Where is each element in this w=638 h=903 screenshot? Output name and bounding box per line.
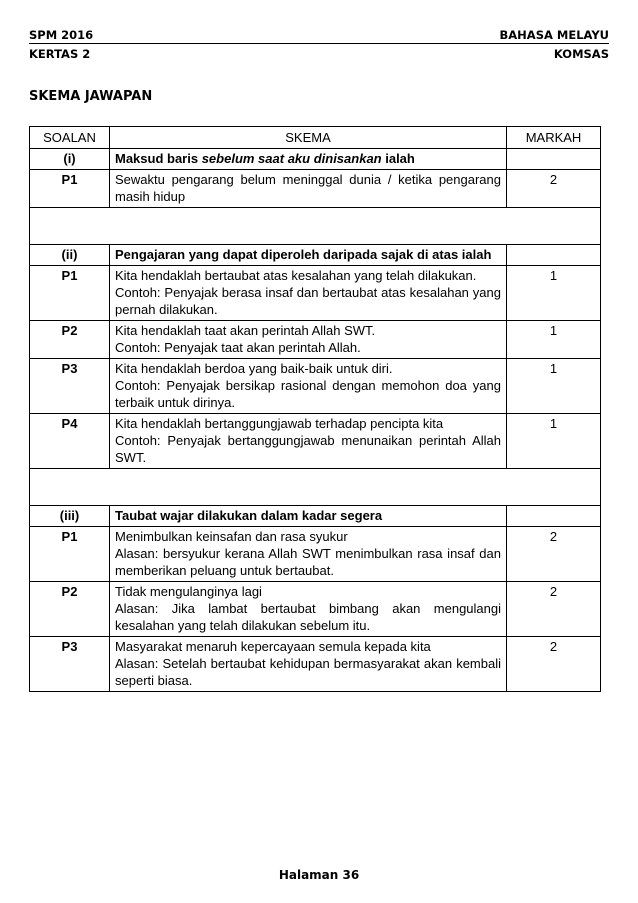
scheme-text (110, 245, 507, 266)
header-top-row (29, 28, 609, 42)
point-row (30, 266, 601, 321)
question-number: (iii) (30, 506, 110, 527)
page-title: SKEMA JAWAPAN (29, 89, 153, 104)
point-code: P4 (30, 414, 110, 469)
point-row (30, 414, 601, 469)
scheme-example: Contoh: Penyajak berasa insaf dan bertaubat atas kesalahan yang pernah dilakukan. (115, 285, 501, 317)
mark-value: 1 (507, 321, 601, 359)
scheme-line: Kita hendaklah bertanggungjawab terhadap pencipta kita (115, 416, 444, 431)
scheme-line: Pengajaran yang dapat diperoleh daripada sajak di atas ialah (115, 247, 492, 262)
mark-value: 1 (507, 414, 601, 469)
question-number: (i) (30, 149, 110, 170)
scheme-example: Contoh: Penyajak bertanggungjawab menunaikan perintah Allah SWT. (115, 433, 501, 465)
exam-year: SPM 2016 (29, 28, 94, 42)
point-row (30, 170, 601, 208)
scheme-example: Alasan: bersyukur kerana Allah SWT menimbulkan rasa insaf dan memberikan peluang untuk bertaubat. (115, 546, 501, 578)
point-row (30, 637, 601, 692)
header-skema: SKEMA (110, 127, 507, 149)
scheme-text (110, 527, 507, 582)
point-row (30, 359, 601, 414)
point-code: P3 (30, 359, 110, 414)
paper-number: KERTAS 2 (29, 47, 91, 61)
point-row (30, 582, 601, 637)
scheme-text (110, 170, 507, 208)
scheme-line: Taubat wajar dilakukan dalam kadar segera (115, 508, 383, 523)
scheme-line: Tidak mengulanginya lagi (115, 584, 262, 599)
header-divider (29, 43, 609, 44)
question-number: (ii) (30, 245, 110, 266)
scheme-example: Alasan: Jika lambat bertaubat bimbang akan mengulangi kesalahan yang telah dilakukan sebelum itu. (115, 601, 501, 633)
subject-name: BAHASA MELAYU (499, 28, 609, 42)
question-row (30, 149, 601, 170)
scheme-text (110, 414, 507, 469)
table-body (30, 149, 601, 692)
point-code: P3 (30, 637, 110, 692)
scheme-example: Contoh: Penyajak bersikap rasional dengan memohon doa yang terbaik untuk dirinya. (115, 378, 501, 410)
scheme-text (110, 321, 507, 359)
page-number: Halaman 36 (278, 868, 360, 882)
header-markah: MARKAH (507, 127, 601, 149)
scheme-line: Kita hendaklah bertaubat atas kesalahan yang telah dilakukan. (115, 268, 477, 283)
question-row (30, 245, 601, 266)
mark-value: 2 (507, 582, 601, 637)
spacer-cell (30, 469, 601, 506)
scheme-line: Menimbulkan keinsafan dan rasa syukur (115, 529, 348, 544)
point-row (30, 527, 601, 582)
point-code: P1 (30, 266, 110, 321)
scheme-line: Kita hendaklah berdoa yang baik-baik untuk diri. (115, 361, 393, 376)
point-code: P1 (30, 527, 110, 582)
scheme-text (110, 149, 507, 170)
scheme-line: Masyarakat menaruh kepercayaan semula kepada kita (115, 639, 431, 654)
point-code: P2 (30, 321, 110, 359)
point-row (30, 321, 601, 359)
scheme-text (110, 359, 507, 414)
table-header-row (30, 127, 601, 149)
mark-value (507, 245, 601, 266)
scheme-line: Kita hendaklah taat akan perintah Allah SWT. (115, 323, 376, 338)
mark-value (507, 149, 601, 170)
answer-scheme-table (29, 126, 601, 692)
spacer-cell (30, 208, 601, 245)
mark-value: 2 (507, 170, 601, 208)
scheme-text (110, 506, 507, 527)
scheme-text (110, 637, 507, 692)
header-soalan: SOALAN (30, 127, 110, 149)
spacer-row (30, 208, 601, 245)
mark-value (507, 506, 601, 527)
mark-value: 2 (507, 637, 601, 692)
scheme-example: Alasan: Setelah bertaubat kehidupan bermasyarakat akan kembali seperti biasa. (115, 656, 501, 688)
scheme-line: Sewaktu pengarang belum meninggal dunia / ketika pengarang masih hidup (115, 172, 501, 204)
scheme-line: Maksud baris sebelum saat aku dinisankan ialah (115, 151, 415, 166)
paper-component: KOMSAS (553, 47, 609, 61)
point-code: P1 (30, 170, 110, 208)
quoted-line: sebelum saat aku dinisankan (201, 151, 382, 166)
spacer-row (30, 469, 601, 506)
mark-value: 2 (507, 527, 601, 582)
mark-value: 1 (507, 266, 601, 321)
mark-value: 1 (507, 359, 601, 414)
scheme-example: Contoh: Penyajak taat akan perintah Allah. (115, 340, 361, 355)
header-bottom-row (29, 47, 609, 61)
scheme-text (110, 266, 507, 321)
scheme-text (110, 582, 507, 637)
question-row (30, 506, 601, 527)
point-code: P2 (30, 582, 110, 637)
